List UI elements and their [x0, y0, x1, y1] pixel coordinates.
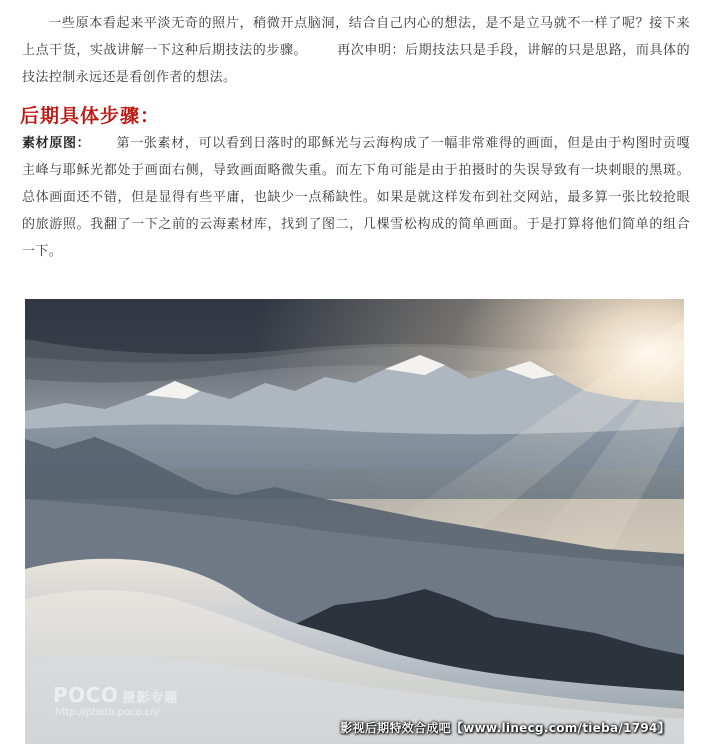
sample-photo [25, 299, 684, 744]
intro-paragraph [22, 10, 690, 91]
mountain-sunset-image [25, 299, 684, 744]
source-description: 第一张素材，可以看到日落时的耶稣光与云海构成了一幅非常难得的画面，但是由于构图时贡嘎主峰与耶稣光都处于画面右侧，导致画面略微失重。而左下角可能是由于拍摄时的失误导致有一块刺眼的黑斑。总体画面还不错，但是显得有些平庸，也缺少一点稀缺性。如果是就这样发布到社交网站，最多算一张比较抢眼的旅游照。我翻了一下之前的云海素材库，找到了图二，几棵雪松构成的简单画面。于是打算将他们简单的组合一下。 [22, 136, 690, 259]
intro-text: 一些原本看起来平淡无奇的照片，稍微开点脑洞，结合自己内心的想法，是不是立马就不一样了呢？接下来上点干货，实战讲解一下这种后期技法的步骤。 [22, 16, 690, 58]
source-lead-label: 素材原图： [22, 136, 91, 151]
site-watermark: 影视后期特效合成吧【www.linecg.com/tieba/1794】 [340, 721, 670, 735]
poco-watermark-brand: POCO [53, 683, 119, 707]
poco-watermark [53, 683, 178, 707]
source-paragraph [22, 130, 690, 265]
intro-disclaimer: 再次申明：后期技法只是手段，讲解的只是思路，而具体的技法控制永远还是看创作者的想法。 [22, 43, 690, 85]
section-heading: 后期具体步骤： [20, 105, 161, 127]
poco-watermark-tag: 摄影专题 [122, 691, 179, 706]
poco-watermark-url: http://photo.poco.cn/ [55, 707, 160, 718]
